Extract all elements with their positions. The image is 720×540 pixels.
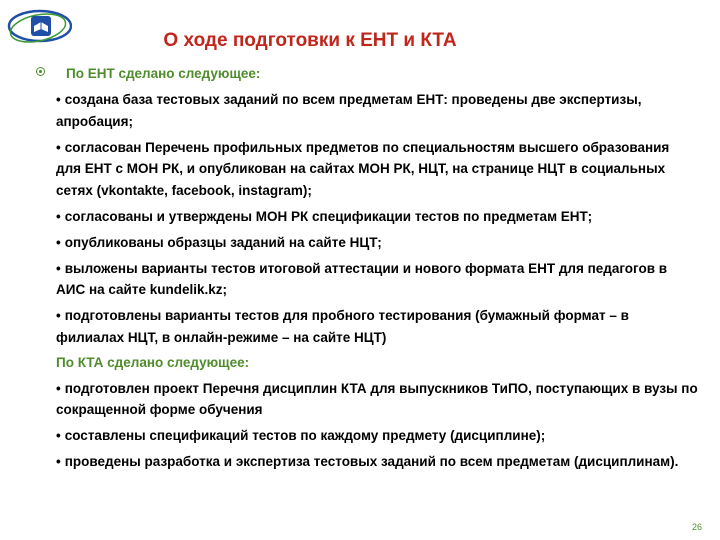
page-title: О ходе подготовки к ЕНТ и КТА (163, 30, 457, 51)
content (32, 64, 698, 477)
list-item: • проведены разработка и экспертиза тестовых заданий по всем предметам (дисциплинам). (56, 454, 679, 469)
list-item: • согласованы и утверждены МОН РК спецификации тестов по предметам ЕНТ; (56, 208, 593, 224)
list-item: • опубликованы образцы заданий на сайте НЦТ; (56, 234, 382, 250)
list-item: • согласован Перечень профильных предметов по специальностям высшего образования для ЕНТ с МОН РК, и опубликован на сайтах МОН РК, НЦТ, на странице НЦТ в социальных сетях (vkontakte, facebook, instagram); (56, 139, 670, 198)
list-item: • выложены варианты тестов итоговой аттестации и нового формата ЕНТ для педагогов в АИС на сайте kundelik.kz; (56, 260, 668, 297)
kta-heading: По КТА сделано следующее: (56, 354, 250, 370)
list-item: • составлены спецификаций тестов по каждому предмету (дисциплине); (56, 428, 546, 443)
list-item: • создана база тестовых заданий по всем предметам ЕНТ: проведены две экспертизы, апробация; (56, 92, 642, 129)
list-item: • подготовлены варианты тестов для пробного тестирования (бумажный формат – в филиалах НЦТ, в онлайн-режиме – на сайте НЦТ) (56, 308, 629, 345)
radio-bullet-icon (36, 67, 45, 76)
ent-heading: По ЕНТ сделано следующее: (32, 64, 698, 83)
page-number: 26 (691, 522, 702, 532)
list-item: • подготовлен проект Перечня дисциплин КТА для выпускников ТиПО, поступающих в вузы по сокращенной форме обучения (56, 380, 698, 417)
